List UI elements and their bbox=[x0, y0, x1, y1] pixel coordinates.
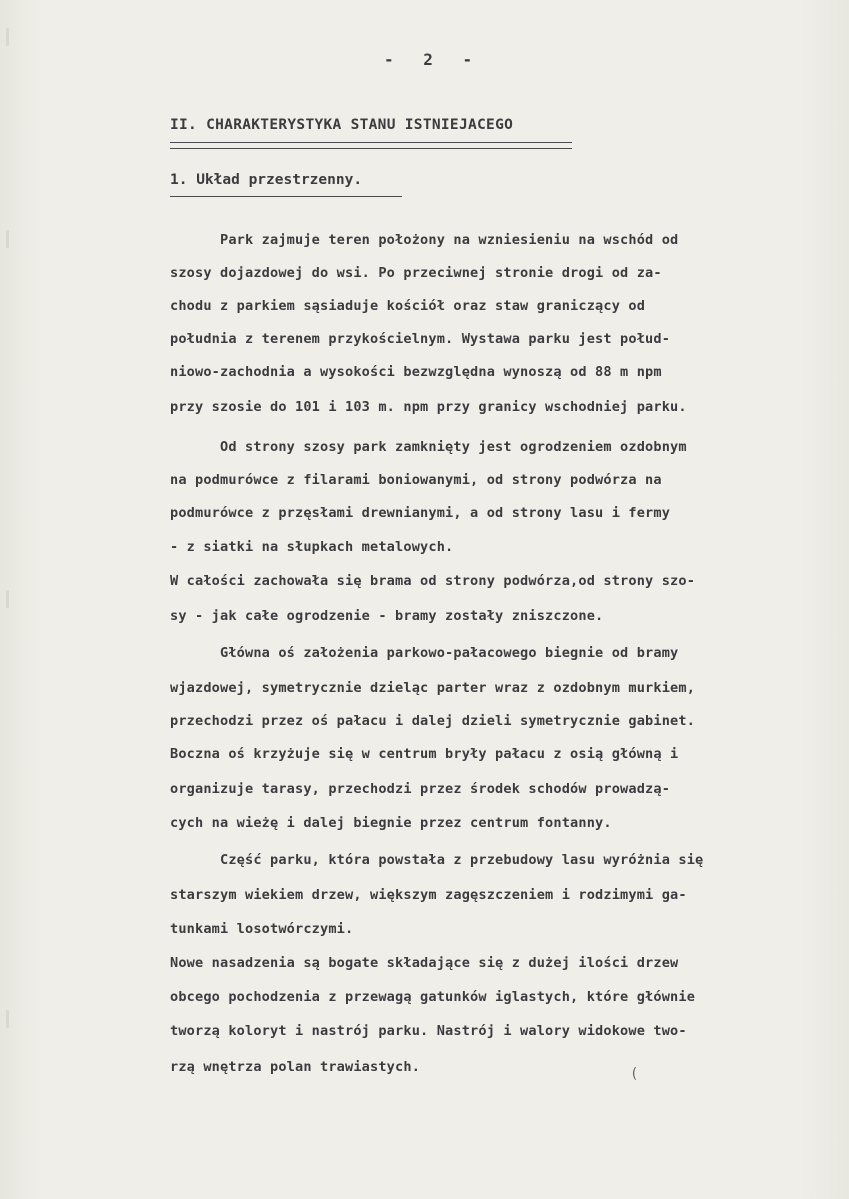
pencil-mark: ( bbox=[630, 1066, 639, 1082]
text-line: Boczna oś krzyżuje się w centrum bryły pałacu z osią główną i bbox=[170, 746, 679, 762]
text-line: tworzą koloryt i nastrój parku. Nastrój i walory widokowe two- bbox=[170, 1023, 687, 1039]
section-heading: II. CHARAKTERYSTYKA STANU ISTNIEJACEGO bbox=[170, 117, 514, 133]
text-line: sy - jak całe ogrodzenie - bramy zostały zniszczone. bbox=[170, 608, 604, 624]
text-line: Część parku, która powstała z przebudowy lasu wyróżnia się bbox=[170, 852, 704, 868]
text-line: przy szosie do 101 i 103 m. npm przy granicy wschodniej parku. bbox=[170, 399, 687, 415]
text-line: podmurówce z przęsłami drewnianymi, a od strony lasu i fermy bbox=[170, 505, 671, 521]
page-number: - 2 - bbox=[384, 50, 483, 69]
text-line: południa z terenem przykościelnym. Wystawa parku jest połud- bbox=[170, 331, 671, 347]
text-line: niowo-zachodnia a wysokości bezwzględna wynoszą od 88 m npm bbox=[170, 364, 662, 380]
text-line: Nowe nasadzenia są bogate składające się z dużej ilości drzew bbox=[170, 955, 679, 971]
text-line: Główna oś założenia parkowo-pałacowego biegnie od bramy bbox=[170, 645, 679, 661]
text-line: na podmurówce z filarami boniowanymi, od strony podwórza na bbox=[170, 472, 662, 488]
text-line: przechodzi przez oś pałacu i dalej dzieli symetrycznie gabinet. bbox=[170, 713, 696, 729]
text-line: tunkami losotwórczymi. bbox=[170, 921, 354, 937]
text-line: Od strony szosy park zamknięty jest ogrodzeniem ozdobnym bbox=[170, 439, 687, 455]
paper-edge-mark bbox=[6, 230, 9, 248]
subheading-underline bbox=[170, 196, 402, 197]
text-line: rzą wnętrza polan trawiastych. bbox=[170, 1059, 421, 1075]
text-line: szosy dojazdowej do wsi. Po przeciwnej stronie drogi od za- bbox=[170, 265, 662, 281]
paper-edge-mark bbox=[6, 1010, 9, 1028]
paper-edge-mark bbox=[6, 590, 9, 608]
heading-double-underline bbox=[170, 142, 572, 149]
text-line: organizuje tarasy, przechodzi przez środek schodów prowadzą- bbox=[170, 781, 671, 797]
text-line: W całości zachowała się brama od strony podwórza,od strony szo- bbox=[170, 573, 696, 589]
text-line: Park zajmuje teren położony na wzniesieniu na wschód od bbox=[170, 232, 679, 248]
text-line: - z siatki na słupkach metalowych. bbox=[170, 539, 454, 555]
paper-edge-mark bbox=[6, 28, 9, 46]
text-line: obcego pochodzenia z przewagą gatunków iglastych, które głównie bbox=[170, 989, 696, 1005]
text-line: starszym wiekiem drzew, większym zagęszczeniem i rodzimymi ga- bbox=[170, 887, 687, 903]
subheading: 1. Układ przestrzenny. bbox=[170, 172, 363, 188]
text-line: chodu z parkiem sąsiaduje kościół oraz staw graniczący od bbox=[170, 298, 646, 314]
text-line: cych na wieżę i dalej biegnie przez centrum fontanny. bbox=[170, 815, 612, 831]
text-line: wjazdowej, symetrycznie dzieląc parter wraz z ozdobnym murkiem, bbox=[170, 680, 696, 696]
